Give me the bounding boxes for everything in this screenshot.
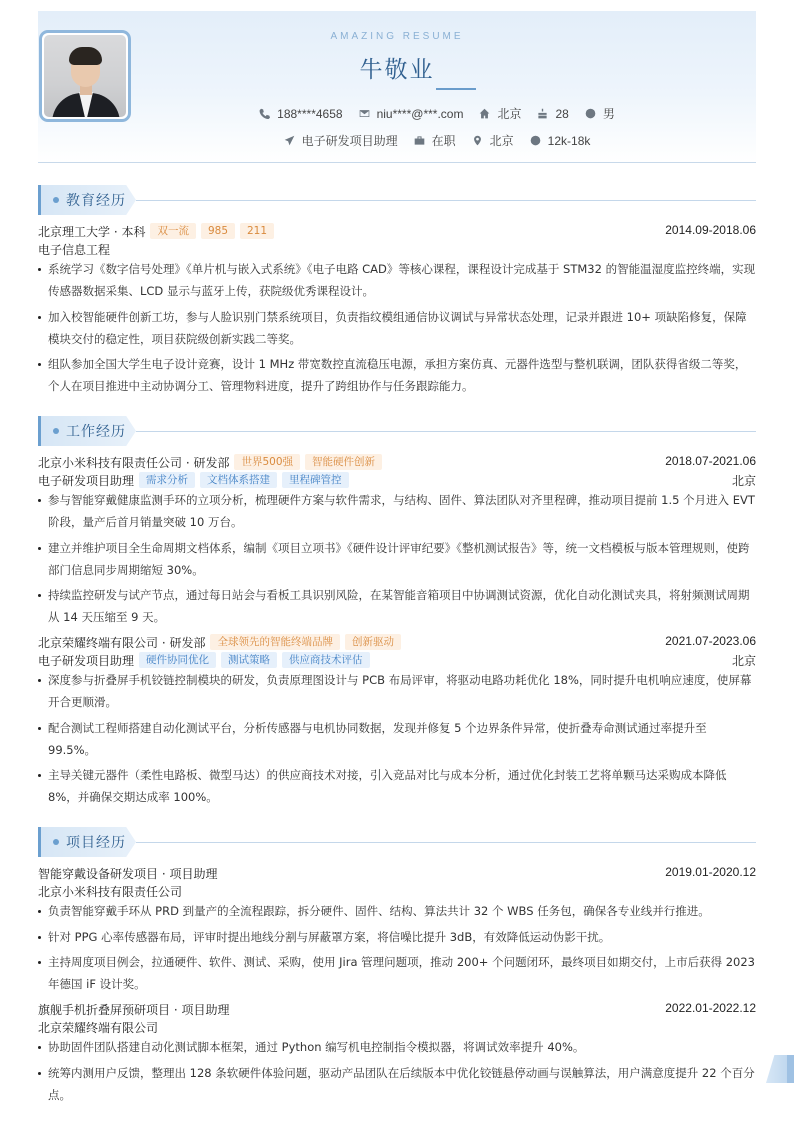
section-title: 工作经历 [66,424,126,440]
contact-row [38,105,756,122]
cake-icon [537,108,548,119]
skill-tag: 硬件协同优化 [139,652,216,668]
resume-header [38,11,756,163]
job-period: 2018.07-2021.06 [665,454,756,468]
salary-text: 12k-18k [547,133,591,148]
major-name: 电子信息工程 [38,242,111,257]
skill-tag: 文档体系搭建 [200,472,277,488]
send-icon [284,135,295,146]
email-address: niu****@***.com [376,106,464,121]
name-underline [436,88,476,90]
resume-page [38,11,756,1102]
job-role: 电子研发项目助理 [38,653,135,668]
skill-tag: 测试策略 [221,652,277,668]
resume-tagline: AMAZING RESUME [330,31,464,42]
smile-icon [585,108,596,119]
job-entry-head [38,633,756,651]
job-location: 北京 [731,654,756,668]
education-bullets [38,258,756,401]
project-entry-head [38,864,756,882]
phone-info [259,107,342,121]
list-item: 系统学习《数字信号处理》《单片机与嵌入式系统》《电子电路 CAD》等核心课程，课程设计完成基于 STM32 的智能温湿度监控终端，实现传感器数据采集、LCD 显示与蓝牙上传，获院级优秀课程设计。 [38,258,756,302]
corner-decoration [766,1055,794,1083]
target-city-info [472,132,514,149]
list-item: 主持周度项目例会，拉通硬件、软件、测试、采购，使用 Jira 管理问题项，推动 200+ 个问题闭环，最终项目如期交付，上市后获得 2023 年德国 iF 设计奖。 [38,951,756,995]
list-item: 协助固件团队搭建自动化测试脚本框架，通过 Python 编写机电控制指令模拟器，将调试效率提升 40%。 [38,1036,756,1058]
school-tag: 985 [201,223,235,239]
phone-icon [259,108,270,119]
money-icon [530,135,541,146]
candidate-name: 牛敬业 [359,57,435,83]
home-icon [479,108,490,119]
location-pin-icon [472,135,483,146]
project-bullets [38,900,756,999]
list-item: 针对 PPG 心率传感器布局，评审时提出地线分割与屏蔽罩方案，将信噪比提升 3dB，有效降低运动伪影干扰。 [38,926,756,948]
list-item: 加入校智能硬件创新工坊，参与人脸识别门禁系统项目，负责指纹模组通信协议调试与异常状态处理，记录并跟进 10+ 项缺陷修复，保障模块交付的稳定性，项目获院级创新实践二等奖。 [38,306,756,350]
job-period: 2021.07-2023.06 [665,634,756,648]
project-bullets [38,1036,756,1109]
company-tag: 创新驱动 [345,634,401,650]
project-org-row [38,1018,756,1036]
job-intent-row [38,132,756,149]
project-name: 智能穿戴设备研发项目 · 项目助理 [38,866,218,881]
company-name: 北京荣耀终端有限公司 · 研发部 [38,635,206,650]
list-item: 主导关键元器件（柔性电路板、微型马达）的供应商技术对接，引入竞品对比与成本分析，通过优化封装工艺将单颗马达采购成本降低 8%，并确保交期达成率 100%。 [38,764,756,808]
age-text: 28 [555,106,569,121]
list-item: 持续监控研发与试产节点，通过每日站会与看板工具识别风险，在某智能音箱项目中协调测试资源，优化自动化测试夹具，将射频测试周期从 14 天压缩至 9 天。 [38,584,756,628]
salary-info [530,134,591,148]
education-entry-head [38,222,756,240]
job-location: 北京 [731,474,756,488]
list-item: 深度参与折叠屏手机铰链控制模块的研发，负责原理图设计与 PCB 布局评审，将驱动电路功耗优化 18%，同时提升电机响应速度，使屏幕开合更顺滑。 [38,669,756,713]
skill-tag: 需求分析 [139,472,195,488]
position-info [284,132,398,149]
company-tag: 世界500强 [234,454,300,470]
briefcase-icon [414,135,425,146]
list-item: 统筹内测用户反馈，整理出 128 条软硬件体验问题，驱动产品团队在后续版本中优化铰链悬停动画与误触算法，用户满意度提升 22 个百分点。 [38,1062,756,1106]
section-title: 教育经历 [66,193,126,209]
city-text: 北京 [497,107,522,121]
section-education [38,185,756,215]
mail-icon [359,108,370,119]
list-item: 配合测试工程师搭建自动化测试平台，分析传感器与电机协同数据，发现并修复 5 个边界条件异常，使折叠寿命测试通过率提升至 99.5%。 [38,717,756,761]
project-period: 2022.01-2022.12 [665,1001,756,1015]
skill-tag: 供应商技术评估 [282,652,370,668]
list-item: 组队参加全国大学生电子设计竞赛，设计 1 MHz 带宽数控直流稳压电源，承担方案仿真、元器件选型与整机联调，团队获得省级二等奖，个人在项目推进中主动协调分工、管理物料进度，提升了跨组协作与任务跟踪能力。 [38,353,756,397]
email-info [359,107,464,121]
position-text: 电子研发项目助理 [301,134,398,148]
company-tag: 全球领先的智能终端品牌 [210,634,340,650]
section-title: 项目经历 [66,835,126,851]
phone-number: 188****4658 [277,106,343,121]
job-role-row [38,471,756,489]
status-info [414,132,456,149]
project-name: 旗舰手机折叠屏预研项目 · 项目助理 [38,1002,230,1017]
job-role-row [38,651,756,669]
job-role: 电子研发项目助理 [38,473,135,488]
skill-tag: 里程碑管控 [282,472,349,488]
city-info [479,105,521,122]
company-name: 北京小米科技有限责任公司 · 研发部 [38,455,230,470]
list-item: 建立并维护项目全生命周期文档体系，编制《项目立项书》《硬件设计评审纪要》《整机测试报告》等，统一文档模板与版本管理规则，使跨部门信息同步周期缩短 30%。 [38,537,756,581]
company-tag: 智能硬件创新 [305,454,382,470]
gender-text: 男 [602,107,615,121]
project-entry-head [38,1000,756,1018]
target-city-text: 北京 [489,134,514,148]
school-tag: 211 [240,223,274,239]
education-major-row [38,240,756,258]
school-name: 北京理工大学 · 本科 [38,224,146,239]
list-item: 负责智能穿戴手环从 PRD 到量产的全流程跟踪，拆分硬件、固件、结构、算法共计 32 个 WBS 任务包，确保各专业线并行推进。 [38,900,756,922]
job-bullets [38,489,756,632]
project-org-row [38,882,756,900]
job-bullets [38,669,756,812]
section-work [38,416,756,446]
list-item: 参与智能穿戴健康监测手环的立项分析，梳理硬件方案与软件需求，与结构、固件、算法团队对齐里程碑，推动项目提前 1.5 个月进入 EVT 阶段，量产后首月销量突破 10 万台。 [38,489,756,533]
status-text: 在职 [431,134,456,148]
gender-info [585,105,615,122]
section-projects [38,827,756,857]
age-info [537,107,568,121]
project-org: 北京小米科技有限责任公司 [38,884,183,899]
education-period: 2014.09-2018.06 [665,223,756,237]
school-tag: 双一流 [150,223,196,239]
project-period: 2019.01-2020.12 [665,865,756,879]
job-entry-head [38,453,756,471]
project-org: 北京荣耀终端有限公司 [38,1020,159,1035]
